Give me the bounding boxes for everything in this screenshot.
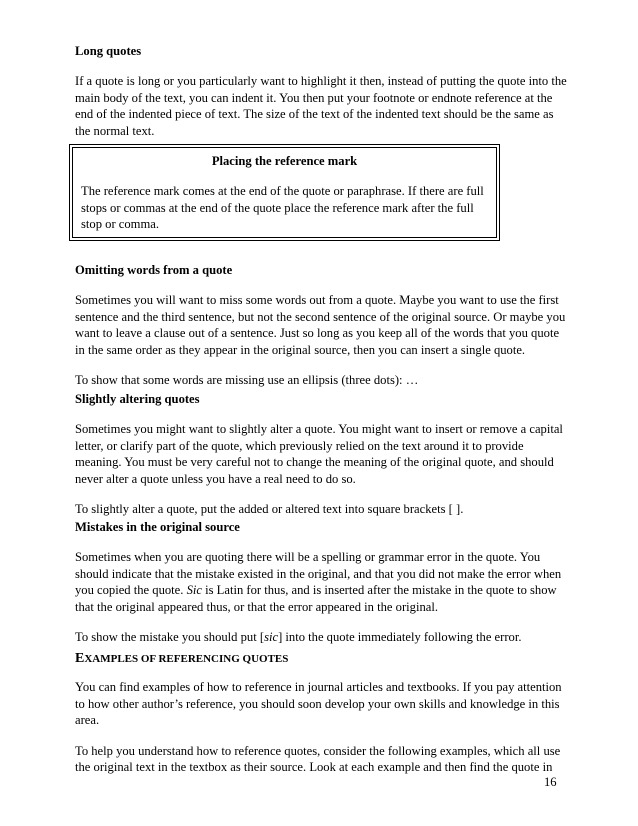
examples-section: [75, 650, 570, 775]
text-run: To show the mistake you should put [: [75, 630, 265, 645]
page-number: 16: [544, 775, 557, 789]
sic-italic: Sic: [186, 583, 202, 598]
paragraph: To help you understand how to reference quotes, consider the following examples, which all use the original text in the textbox as their source. Look at each example and then find the quote in: [75, 743, 561, 775]
mistakes-section: [75, 519, 570, 645]
section-heading: Omitting words from a quote: [75, 263, 233, 277]
paragraph: You can find examples of how to reference in journal articles and textbooks. If you pay attention to how other author’s reference, you should soon develop your own skills and knowledge in this area.: [75, 680, 562, 728]
text-run: Sometimes when you are quoting there will be a spelling or grammar error in the quote. You should indicate that the mistake existed in the original, and that you did not make the error when you copied the quote.: [75, 550, 562, 598]
textbox-title: Placing the reference mark: [211, 154, 358, 168]
omitting-section: [75, 262, 570, 388]
heading-initial: E: [75, 651, 85, 666]
paragraph: To slightly alter a quote, put the added or altered text into square brackets [ ].: [75, 502, 464, 517]
text-run: is Latin for thus, and is inserted after the mistake in the quote to show that the original appeared thus, or that the error appeared in the original.: [75, 583, 557, 614]
textbox-body: The reference mark comes at the end of the quote or paraphrase. If there are full stops or commas at the end of the quote place the reference mark after the full stop or comma.: [81, 184, 484, 232]
text-run: ] into the quote immediately following the error.: [278, 630, 522, 645]
paragraph: Sometimes you might want to slightly alter a quote. You might want to insert or remove a capital letter, or clarify part of the quote, which previously relied on the text around it to provide meaning. You must be very careful not to change the meaning of the original quote, and should never alter a quote unless you have a real need to do so.: [75, 422, 563, 486]
long-quotes-section: [75, 43, 570, 139]
paragraph: [75, 629, 570, 645]
section-heading: [75, 650, 570, 667]
altering-section: [75, 391, 570, 517]
paragraph: To show that some words are missing use an ellipsis (three dots): …: [75, 373, 419, 388]
sic-italic: sic: [264, 630, 279, 645]
reference-mark-textbox: [69, 144, 500, 241]
paragraph: If a quote is long or you particularly want to highlight it then, instead of putting the quote into the main body of the text, you can indent it. You then put your footnote or endnote reference at the end of the indented piece of text. The size of the text of the indented text should be the same as the normal text.: [75, 74, 567, 138]
section-heading: Slightly altering quotes: [75, 392, 200, 406]
section-heading: Long quotes: [75, 44, 142, 58]
paragraph: [75, 549, 570, 615]
paragraph: Sometimes you will want to miss some words out from a quote. Maybe you want to use the first sentence and the third sentence, but not the second sentence of the original source. Or maybe you want to leave a clause out of a sentence. Just so long as you keep all of the words that you quote in the same order as they appear in the original source, then you can insert a single quote.: [75, 293, 566, 357]
heading-rest: XAMPLES OF REFERENCING QUOTES: [84, 653, 289, 665]
section-heading: Mistakes in the original source: [75, 520, 240, 534]
